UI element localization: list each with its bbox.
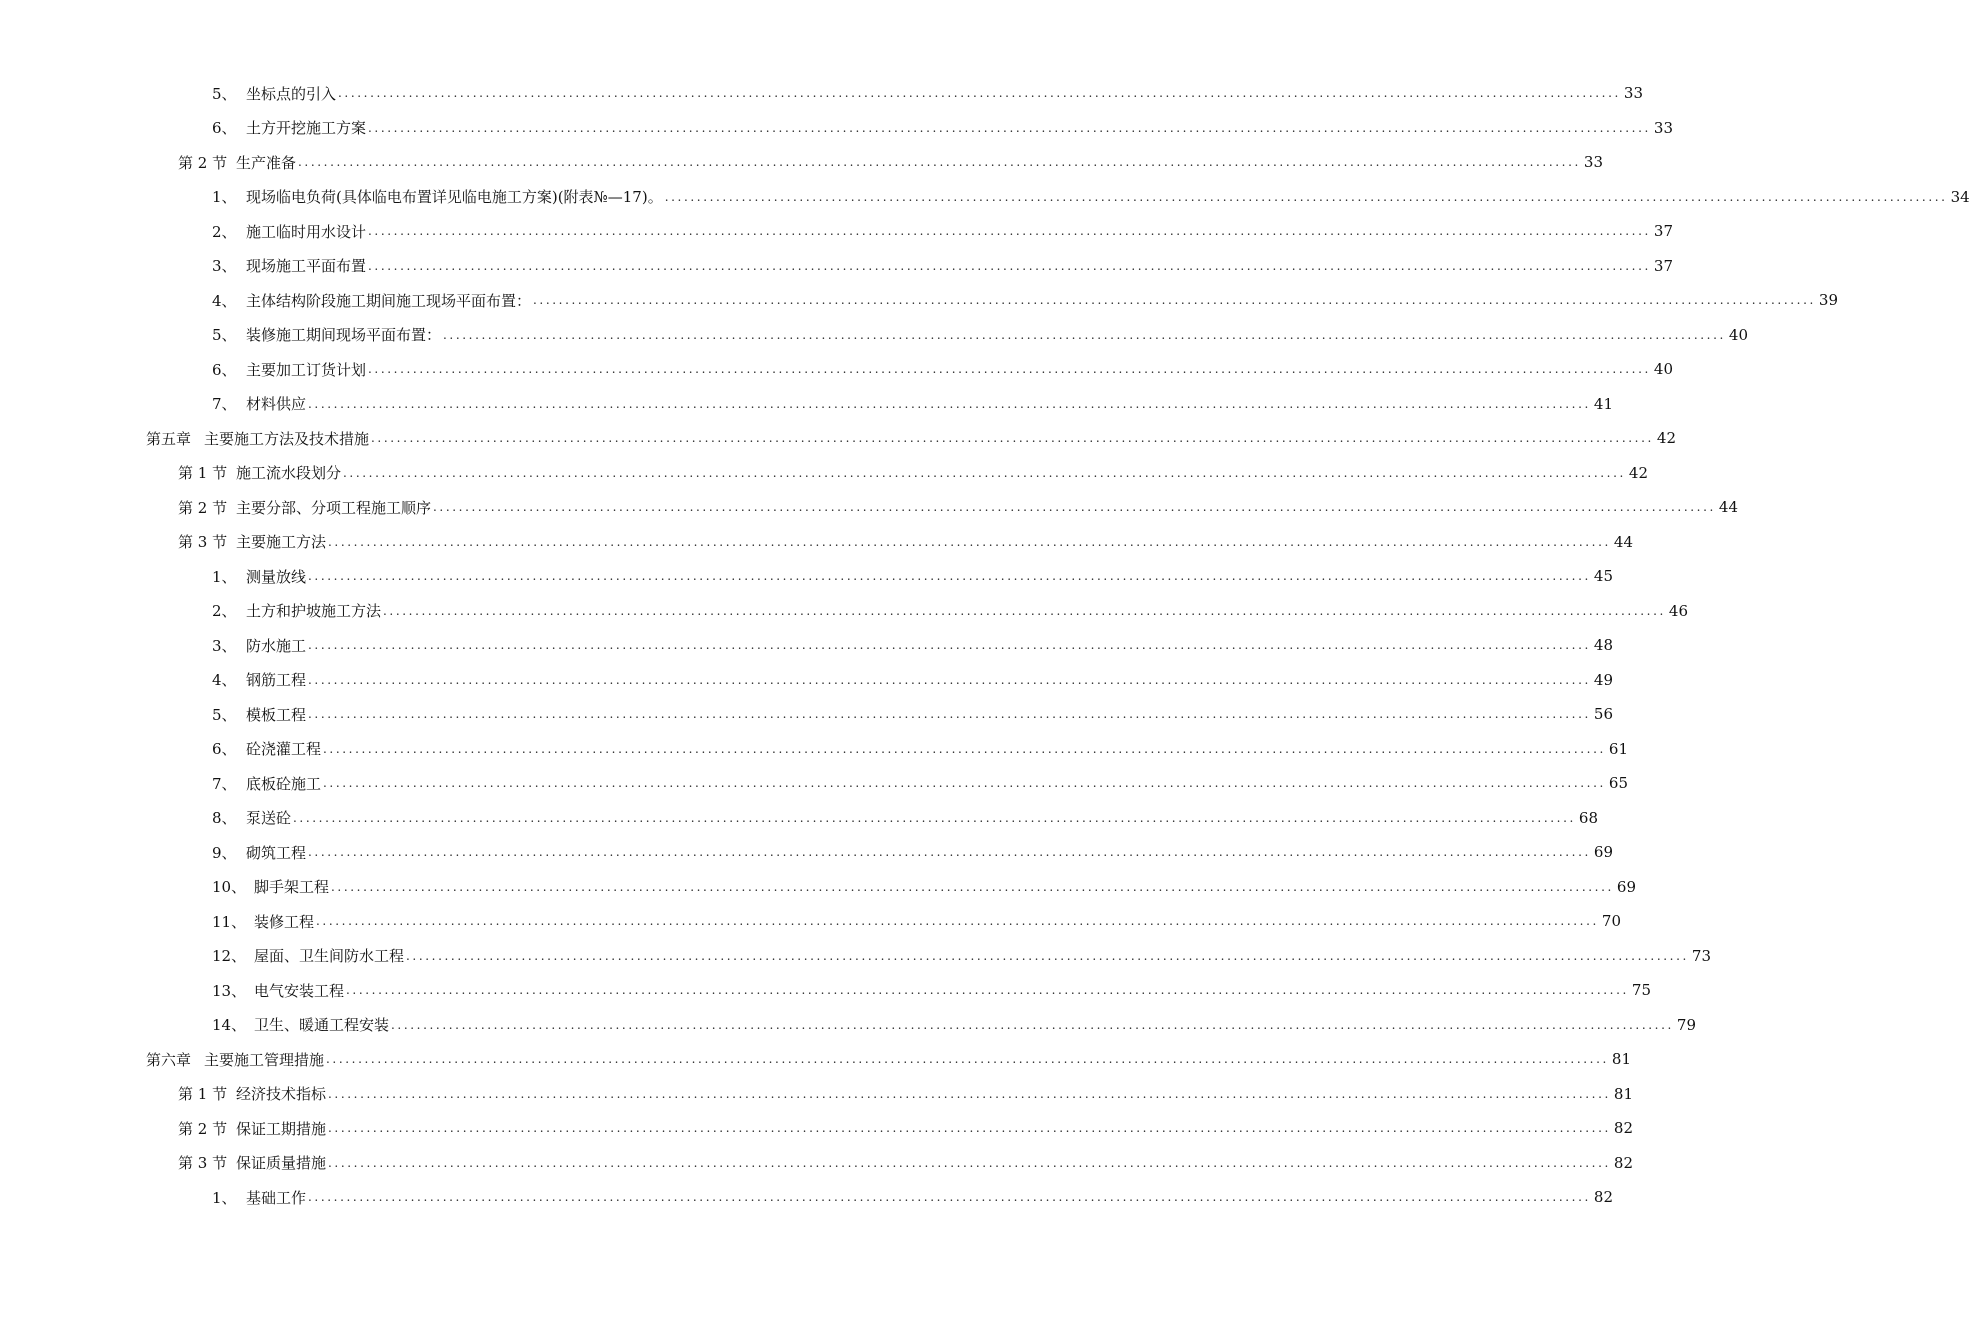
toc-dot-leader: ........................................................................................................................................................................................................	[308, 1190, 1591, 1205]
toc-entry-number: 5、	[212, 326, 237, 345]
toc-dot-leader: ........................................................................................................................................................................................................	[331, 879, 1614, 894]
toc-entry-title: 土方开挖施工方案	[246, 119, 367, 138]
toc-entry-page-number: 33	[1583, 153, 1603, 172]
toc-entry-number: 4、	[212, 291, 237, 310]
toc-entry[interactable]	[0, 1146, 1633, 1181]
toc-entry-title: 主要加工订货计划	[246, 360, 367, 379]
toc-entry-title: 现场施工平面布置	[246, 257, 367, 276]
toc-entry[interactable]	[0, 318, 1748, 353]
toc-entry-number: 第 2 节	[178, 153, 228, 172]
toc-entry-page-number: 34	[1950, 187, 1970, 206]
toc-entry-page-number: 73	[1691, 946, 1711, 965]
toc-dot-leader: ........................................................................................................................................................................................................	[371, 431, 1654, 446]
toc-entry-page-number: 39	[1818, 291, 1838, 310]
toc-entry-page-number: 40	[1728, 325, 1748, 344]
toc-dot-leader: ........................................................................................................................................................................................................	[328, 1086, 1611, 1101]
toc-entry[interactable]	[0, 697, 1613, 732]
toc-entry-title: 装修工程	[254, 912, 315, 931]
toc-entry-page-number: 44	[1718, 498, 1738, 517]
toc-entry-page-number: 81	[1613, 1084, 1633, 1103]
toc-entry-title: 材料供应	[246, 395, 307, 414]
toc-entry-number: 第五章	[146, 429, 192, 448]
toc-entry-number: 7、	[212, 395, 237, 414]
toc-entry-title: 坐标点的引入	[246, 84, 337, 103]
toc-dot-leader: ........................................................................................................................................................................................................	[406, 948, 1689, 963]
toc-entry-page-number: 82	[1593, 1188, 1613, 1207]
toc-entry-title: 保证质量措施	[236, 1154, 327, 1173]
toc-dot-leader: ........................................................................................................................................................................................................	[328, 1155, 1611, 1170]
toc-entry[interactable]	[0, 1042, 1631, 1077]
toc-entry[interactable]	[0, 249, 1673, 284]
toc-entry[interactable]	[0, 1111, 1633, 1146]
toc-entry-title: 主要施工方法及技术措施	[204, 429, 370, 448]
toc-entry-title: 经济技术指标	[236, 1085, 327, 1104]
toc-entry-title: 屋面、卫生间防水工程	[254, 947, 405, 966]
toc-entry-number: 第 3 节	[178, 533, 228, 552]
toc-dot-leader: ........................................................................................................................................................................................................	[316, 914, 1599, 929]
toc-entry-number: 第 1 节	[178, 464, 228, 483]
toc-entry-page-number: 79	[1676, 1015, 1696, 1034]
toc-entry-number: 第 3 节	[178, 1154, 228, 1173]
toc-entry-page-number: 56	[1593, 705, 1613, 724]
toc-dot-leader: ........................................................................................................................................................................................................	[308, 569, 1591, 584]
toc-dot-leader: ........................................................................................................................................................................................................	[368, 224, 1651, 239]
toc-dot-leader: ........................................................................................................................................................................................................	[323, 741, 1606, 756]
toc-entry-page-number: 49	[1593, 670, 1613, 689]
toc-entry-page-number: 68	[1578, 808, 1598, 827]
toc-entry[interactable]	[0, 387, 1613, 422]
toc-entry-title: 模板工程	[246, 705, 307, 724]
toc-entry[interactable]	[0, 973, 1651, 1008]
toc-dot-leader: ........................................................................................................................................................................................................	[433, 500, 1716, 515]
toc-entry[interactable]	[0, 870, 1636, 905]
toc-entry[interactable]	[0, 490, 1738, 525]
toc-entry-number: 5、	[212, 84, 237, 103]
toc-dot-leader: ........................................................................................................................................................................................................	[368, 120, 1651, 135]
toc-entry-number: 2、	[212, 602, 237, 621]
toc-entry-title: 生产准备	[236, 153, 297, 172]
toc-entry-title: 土方和护坡施工方法	[246, 602, 382, 621]
toc-entry-number: 9、	[212, 843, 237, 862]
toc-dot-leader: ........................................................................................................................................................................................................	[308, 845, 1591, 860]
toc-entry[interactable]	[0, 1180, 1613, 1215]
toc-dot-leader: ........................................................................................................................................................................................................	[368, 258, 1651, 273]
toc-entry[interactable]	[0, 525, 1633, 560]
toc-entry-page-number: 48	[1593, 636, 1613, 655]
toc-entry[interactable]	[0, 456, 1648, 491]
toc-entry[interactable]	[0, 559, 1613, 594]
toc-entry[interactable]	[0, 939, 1711, 974]
toc-entry[interactable]	[0, 214, 1673, 249]
toc-dot-leader: ........................................................................................................................................................................................................	[323, 776, 1606, 791]
toc-dot-leader: ........................................................................................................................................................................................................	[368, 362, 1651, 377]
toc-dot-leader: ........................................................................................................................................................................................................	[343, 465, 1626, 480]
toc-entry-page-number: 37	[1653, 222, 1673, 241]
toc-dot-leader: ........................................................................................................................................................................................................	[443, 327, 1726, 342]
toc-dot-leader: ........................................................................................................................................................................................................	[308, 638, 1591, 653]
toc-entry-number: 7、	[212, 774, 237, 793]
toc-entry-number: 第 2 节	[178, 498, 228, 517]
toc-entry[interactable]	[0, 111, 1673, 146]
toc-entry[interactable]	[0, 835, 1613, 870]
toc-dot-leader: ........................................................................................................................................................................................................	[308, 396, 1591, 411]
table-of-contents	[0, 76, 1970, 1215]
toc-entry-number: 10、	[212, 878, 247, 897]
toc-entry-title: 砌筑工程	[246, 843, 307, 862]
toc-entry[interactable]	[0, 145, 1603, 180]
toc-entry-page-number: 33	[1653, 118, 1673, 137]
toc-entry-title: 砼浇灌工程	[246, 740, 322, 759]
toc-entry-page-number: 82	[1613, 1153, 1633, 1172]
toc-dot-leader: ........................................................................................................................................................................................................	[391, 1017, 1674, 1032]
toc-entry-number: 2、	[212, 222, 237, 241]
toc-entry-page-number: 42	[1628, 463, 1648, 482]
toc-entry-title: 钢筋工程	[246, 671, 307, 690]
toc-entry[interactable]	[0, 1008, 1696, 1043]
toc-entry-title: 基础工作	[246, 1188, 307, 1207]
toc-entry-number: 第 1 节	[178, 1085, 228, 1104]
toc-entry-number: 14、	[212, 1016, 247, 1035]
toc-entry-number: 3、	[212, 257, 237, 276]
toc-entry-title: 底板砼施工	[246, 774, 322, 793]
toc-entry-number: 第六章	[146, 1050, 192, 1069]
toc-entry-title: 泵送砼	[246, 809, 292, 828]
toc-entry-page-number: 69	[1593, 843, 1613, 862]
toc-entry-title: 卫生、暖通工程安装	[254, 1016, 390, 1035]
toc-entry[interactable]	[0, 180, 1970, 215]
toc-entry-page-number: 44	[1613, 532, 1633, 551]
toc-entry-page-number: 33	[1623, 84, 1643, 103]
toc-entry-number: 6、	[212, 119, 237, 138]
toc-entry[interactable]	[0, 766, 1628, 801]
toc-entry-page-number: 82	[1613, 1119, 1633, 1138]
toc-entry-number: 12、	[212, 947, 247, 966]
toc-entry[interactable]	[0, 76, 1643, 111]
toc-entry[interactable]	[0, 663, 1613, 698]
toc-entry-page-number: 45	[1593, 567, 1613, 586]
toc-entry-title: 主体结构阶段施工期间施工现场平面布置：	[246, 291, 532, 310]
toc-entry-number: 1、	[212, 1188, 237, 1207]
toc-dot-leader: ........................................................................................................................................................................................................	[533, 293, 1816, 308]
toc-dot-leader: ........................................................................................................................................................................................................	[328, 1121, 1611, 1136]
toc-entry-number: 1、	[212, 567, 237, 586]
toc-entry-title: 保证工期措施	[236, 1119, 327, 1138]
toc-entry-number: 1、	[212, 188, 237, 207]
toc-entry-number: 6、	[212, 740, 237, 759]
toc-dot-leader: ........................................................................................................................................................................................................	[346, 983, 1629, 998]
toc-entry-page-number: 46	[1668, 601, 1688, 620]
toc-entry-title: 主要施工方法	[236, 533, 327, 552]
toc-entry[interactable]	[0, 283, 1838, 318]
toc-entry-title: 主要分部、分项工程施工顺序	[236, 498, 432, 517]
toc-dot-leader: ........................................................................................................................................................................................................	[308, 707, 1591, 722]
toc-entry-page-number: 37	[1653, 256, 1673, 275]
toc-entry[interactable]	[0, 732, 1628, 767]
toc-entry-title: 防水施工	[246, 636, 307, 655]
toc-entry-page-number: 41	[1593, 394, 1613, 413]
toc-entry-number: 3、	[212, 636, 237, 655]
toc-entry-number: 8、	[212, 809, 237, 828]
toc-dot-leader: ........................................................................................................................................................................................................	[298, 155, 1581, 170]
toc-entry-number: 第 2 节	[178, 1119, 228, 1138]
toc-entry[interactable]	[0, 421, 1676, 456]
toc-entry[interactable]	[0, 801, 1598, 836]
toc-entry[interactable]	[0, 1077, 1633, 1112]
toc-entry-title: 施工临时用水设计	[246, 222, 367, 241]
toc-entry-title: 现场临电负荷(具体临电布置详见临电施工方案)(附表№—17)。	[246, 188, 663, 207]
toc-entry-page-number: 70	[1601, 912, 1621, 931]
toc-entry-number: 11、	[212, 912, 247, 931]
toc-dot-leader: ........................................................................................................................................................................................................	[328, 534, 1611, 549]
toc-dot-leader: ........................................................................................................................................................................................................	[308, 672, 1591, 687]
toc-dot-leader: ........................................................................................................................................................................................................	[326, 1052, 1609, 1067]
toc-entry-page-number: 69	[1616, 877, 1636, 896]
toc-entry-page-number: 75	[1631, 981, 1651, 1000]
toc-entry-page-number: 65	[1608, 774, 1628, 793]
toc-entry[interactable]	[0, 904, 1621, 939]
toc-entry-page-number: 81	[1611, 1050, 1631, 1069]
toc-dot-leader: ........................................................................................................................................................................................................	[664, 189, 1948, 204]
toc-entry-page-number: 61	[1608, 739, 1628, 758]
toc-dot-leader: ........................................................................................................................................................................................................	[383, 603, 1666, 618]
toc-entry-page-number: 40	[1653, 360, 1673, 379]
toc-entry-number: 4、	[212, 671, 237, 690]
toc-entry-number: 13、	[212, 981, 247, 1000]
toc-entry-title: 测量放线	[246, 567, 307, 586]
toc-entry-title: 电气安装工程	[254, 981, 345, 1000]
toc-dot-leader: ........................................................................................................................................................................................................	[338, 86, 1621, 101]
toc-entry-title: 主要施工管理措施	[204, 1050, 325, 1069]
toc-dot-leader: ........................................................................................................................................................................................................	[293, 810, 1576, 825]
toc-entry[interactable]	[0, 352, 1673, 387]
toc-entry-title: 脚手架工程	[254, 878, 330, 897]
toc-entry-page-number: 42	[1656, 429, 1676, 448]
toc-entry-number: 6、	[212, 360, 237, 379]
toc-entry-title: 施工流水段划分	[236, 464, 342, 483]
toc-entry-title: 装修施工期间现场平面布置：	[246, 326, 442, 345]
toc-entry[interactable]	[0, 628, 1613, 663]
toc-entry[interactable]	[0, 594, 1688, 629]
toc-entry-number: 5、	[212, 705, 237, 724]
